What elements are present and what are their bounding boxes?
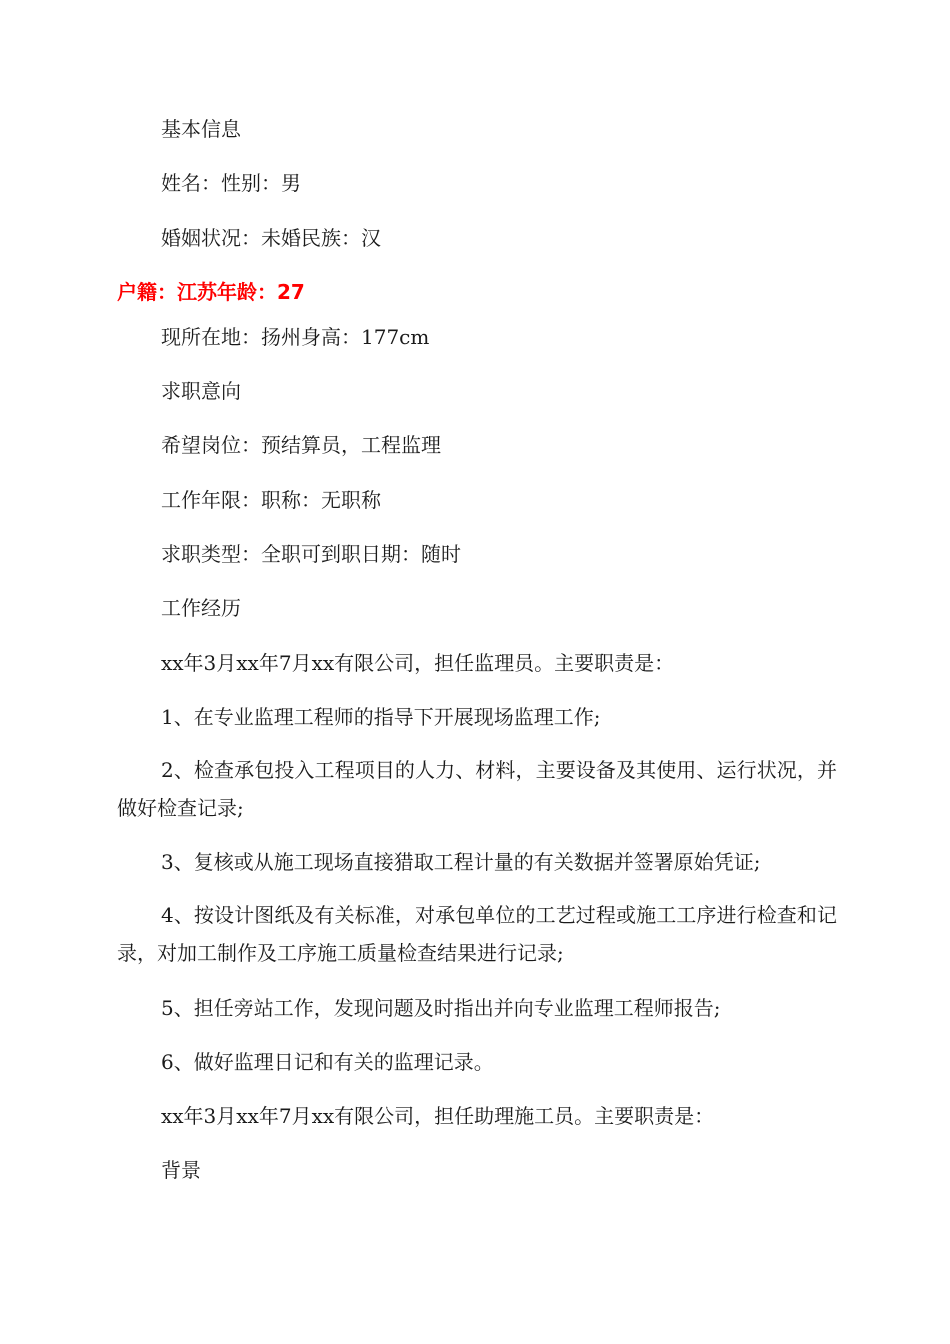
duty-item-2: 2、检查承包投入工程项目的人力、材料，主要设备及其使用、运行状况，并做好检查记录; (117, 758, 837, 820)
duty-item-3: 3、复核或从施工现场直接猎取工程计量的有关数据并签署原始凭证; (161, 850, 761, 874)
marital-ethnicity-line: 婚姻状况：未婚民族：汉 (161, 226, 381, 250)
duty-item-6: 6、做好监理日记和有关的监理记录。 (161, 1050, 494, 1074)
desired-position-line: 希望岗位：预结算员，工程监理 (161, 433, 441, 457)
duty-item-5: 5、担任旁站工作，发现问题及时指出并向专业监理工程师报告; (161, 996, 721, 1020)
section-heading-basic-info: 基本信息 (161, 117, 241, 141)
duty-item-4: 4、按设计图纸及有关标准，对承包单位的工艺过程或施工工序进行检查和记录，对加工制作及工序施工质量检查结果进行记录; (117, 903, 837, 965)
hukou-age-line: 户籍：江苏年龄：27 (117, 280, 305, 304)
section-heading-work-experience: 工作经历 (161, 596, 241, 620)
duty-item-1: 1、在专业监理工程师的指导下开展现场监理工作; (161, 705, 601, 729)
work-years-title-line: 工作年限：职称：无职称 (161, 488, 381, 512)
location-height-line: 现所在地：扬州身高：177cm (161, 325, 430, 349)
section-heading-background: 背景 (161, 1158, 201, 1182)
name-gender-line: 姓名：性别：男 (161, 171, 301, 195)
job-entry-supervisor: xx年3月xx年7月xx有限公司，担任监理员。主要职责是： (161, 651, 675, 675)
job-type-start-date-line: 求职类型：全职可到职日期：随时 (161, 542, 461, 566)
job-entry-assistant-constructor: xx年3月xx年7月xx有限公司，担任助理施工员。主要职责是： (161, 1104, 715, 1128)
section-heading-job-intention: 求职意向 (161, 379, 241, 403)
